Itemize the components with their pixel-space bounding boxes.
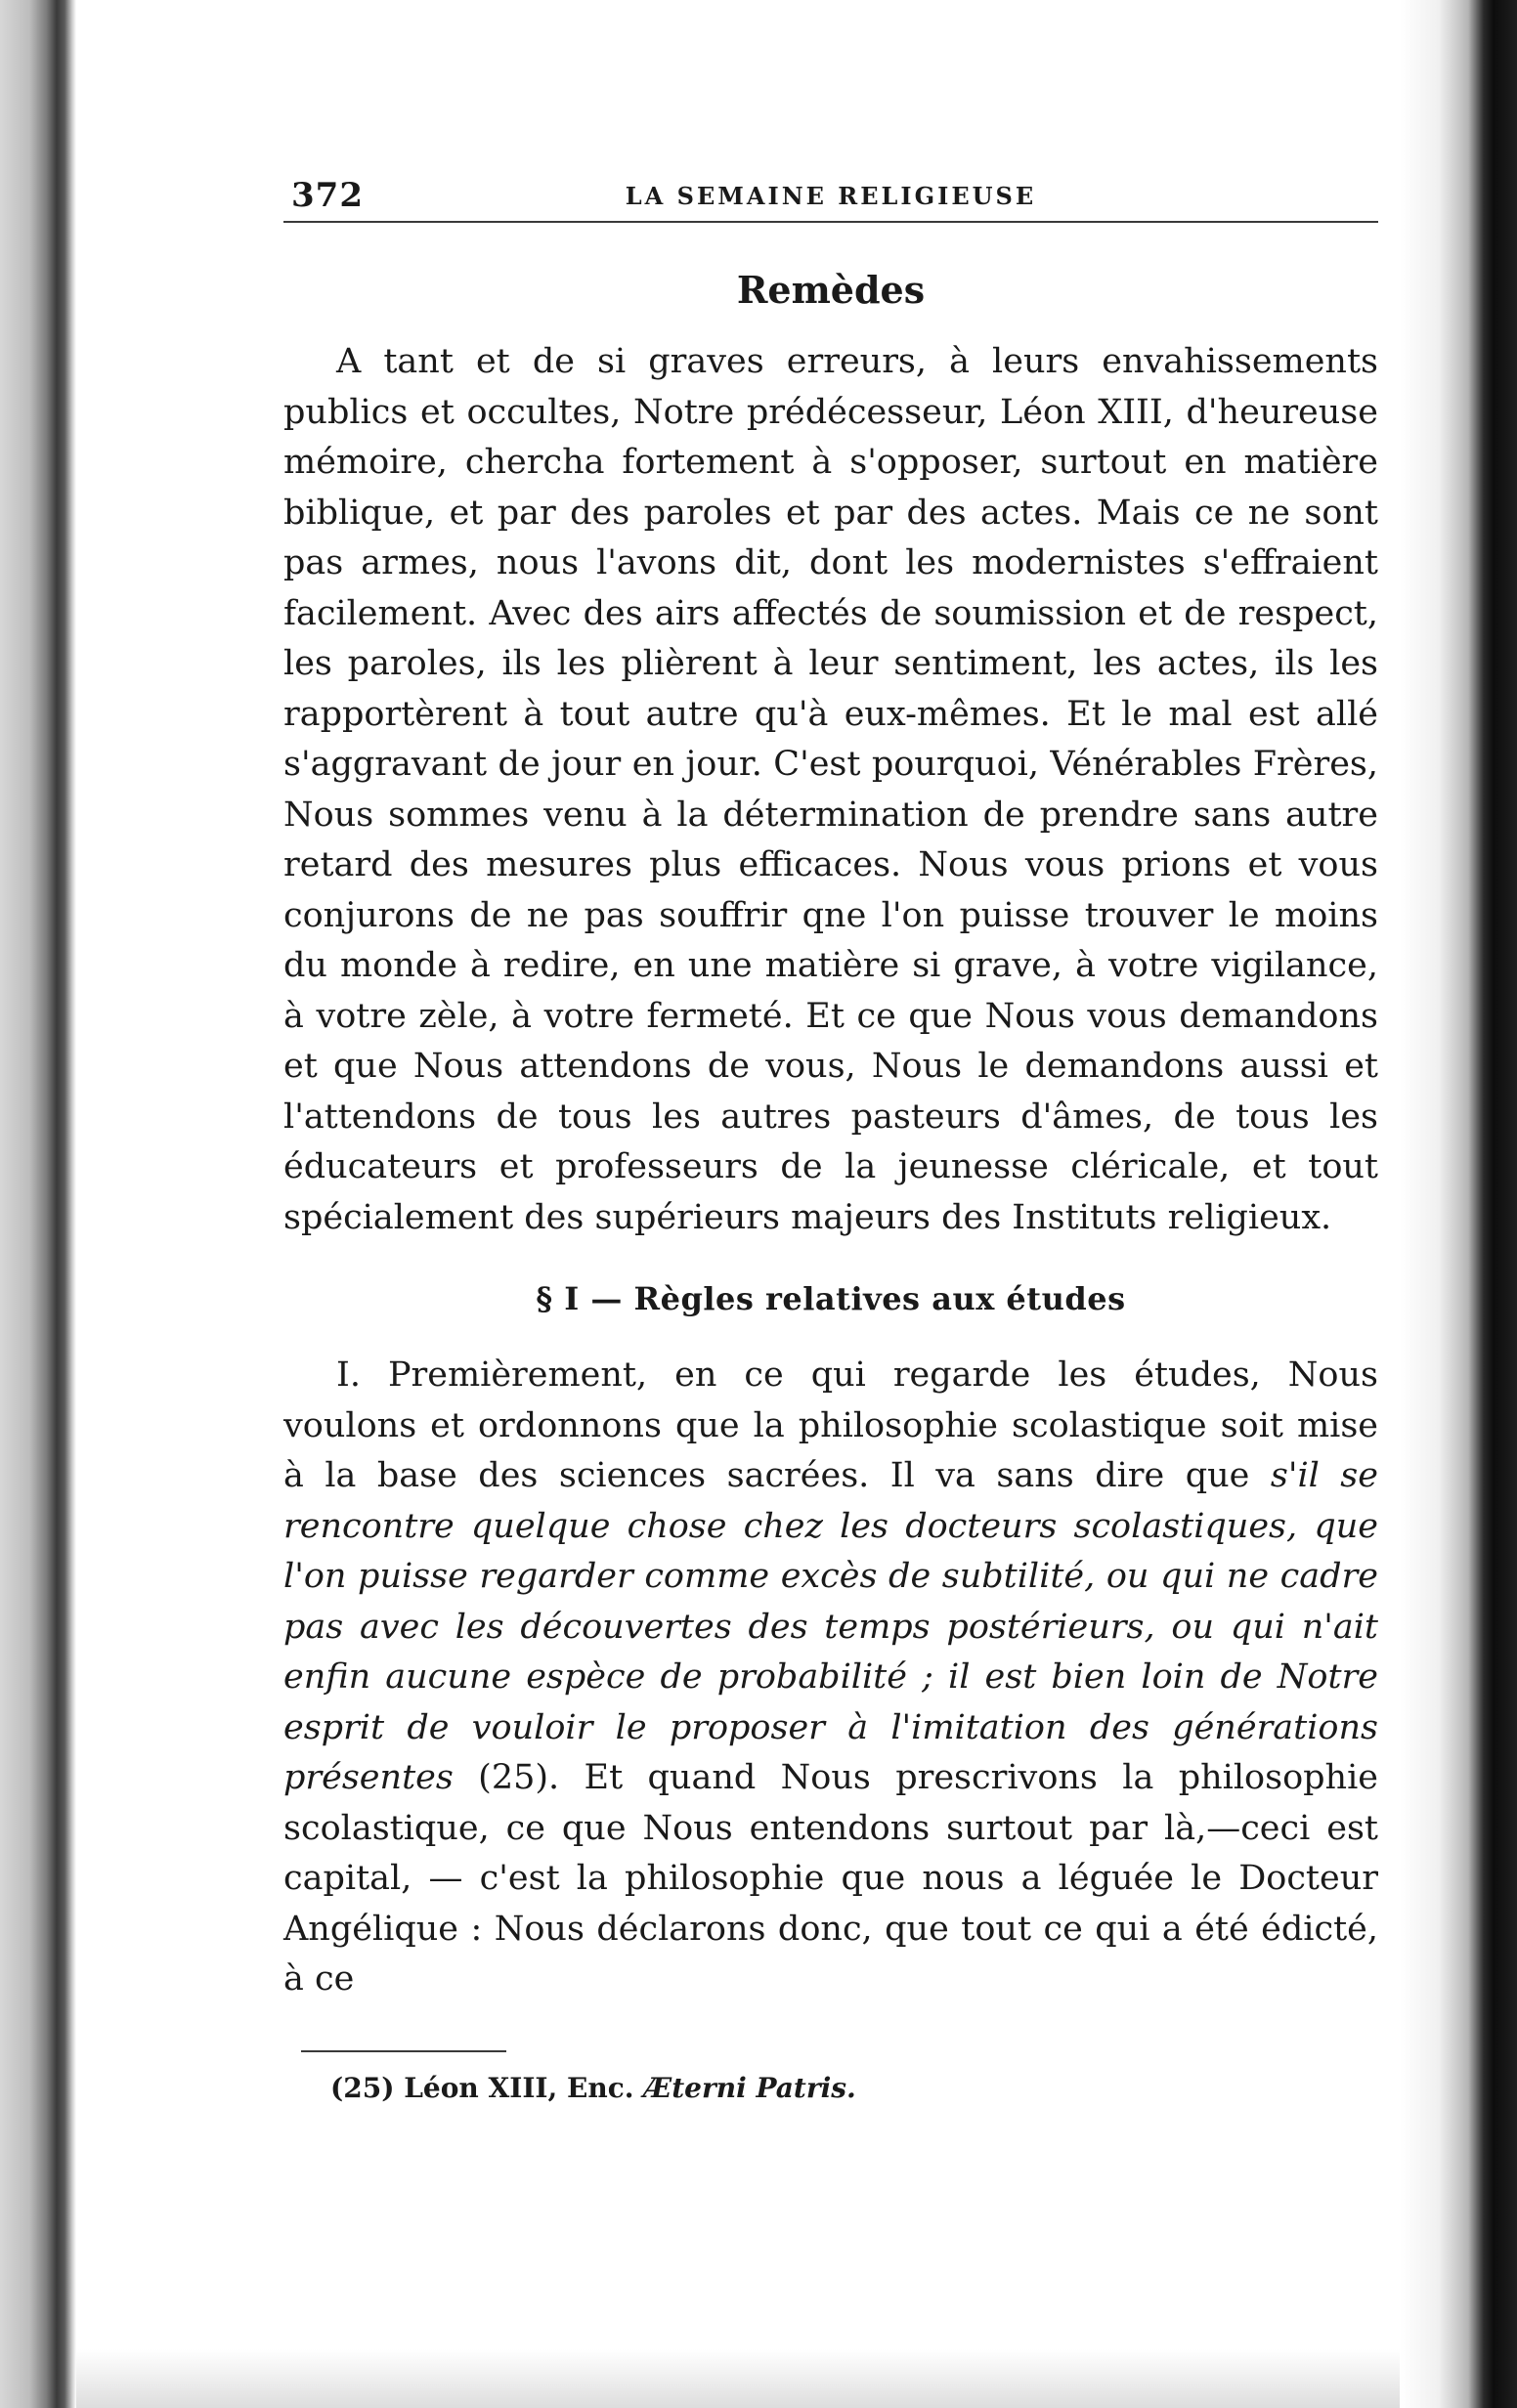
section-title: Remèdes [736,268,926,312]
body-paragraph [283,1351,1378,2005]
subsection-title: § I — Règles relatives aux études [536,1280,1126,1317]
book-binding-left [0,0,76,2408]
book-page [283,156,1378,2104]
page-number: 372 [291,176,364,215]
footnote-rule [301,2050,506,2052]
footnote-marker: (25) [330,2071,395,2104]
running-head [283,156,1378,223]
footnote-title: Æterni Patris. [643,2071,856,2104]
paragraph-text: (25). Et quand Nous prescrivons la philosophie scolastique, ce que Nous entendons surtout par là,—ceci est capital, — c'est la philosophie que nous a léguée le Docteur Angélique : Nous déclarons donc, que tout ce qui a été édicté, à ce [283,1758,1378,1999]
paragraph-text: I. Premièrement, en ce qui regarde les études, Nous voulons et ordonnons que la philosophie scolastique soit mise à la base des sciences sacrées. Il va sans dire que [283,1355,1378,1495]
body-paragraph: A tant et de si graves erreurs, à leurs envahissements publics et occultes, Notre prédécesseur, Léon XIII, d'heureuse mémoire, chercha fortement à s'opposer, surtout en matière biblique, et par des paroles et par des actes. Mais ce ne sont pas armes, nous l'avons dit, dont les modernistes s'effraient facilement. Avec des airs affectés de soumission et de respect, les paroles, ils les plièrent à leur sentiment, les actes, ils les rapportèrent à tout autre qu'à eux-mêmes. Et le mal est allé s'aggravant de jour en jour. C'est pourquoi, Vénérables Frères, Nous sommes venu à la détermination de prendre sans autre retard des mesures plus efficaces. Nous vous prions et vous conjurons de ne pas souffrir qne l'on puisse trouver le moins du monde à redire, en une matière si grave, à votre vigilance, à votre zèle, à votre fermeté. Et ce que Nous vous demandons et que Nous attendons de vous, Nous le demandons aussi et l'attendons de tous les autres pasteurs d'âmes, de tous les éducateurs et professeurs de la jeunesse cléricale, et tout spécialement des supérieurs majeurs des Instituts religieux. [283,342,1378,1237]
footnote [330,2072,1378,2104]
quoted-text: s'il se rencontre quelque chose chez les docteurs scolastiques, que l'on puisse regarder comme excès de subtilité, ou qui ne cadre pas avec les découvertes des temps postérieurs, ou qui n'ait enfin aucune espèce de probabilité ; il est bien loin de Notre esprit de vouloir le proposer à l'imitation des générations présentes [283,1456,1378,1797]
running-title: LA SEMAINE RELIGIEUSE [625,182,1037,210]
footnote-text: Léon XIII, Enc. [404,2071,644,2104]
book-edge-right [1400,0,1517,2408]
scan-bottom-shade [76,2349,1400,2408]
